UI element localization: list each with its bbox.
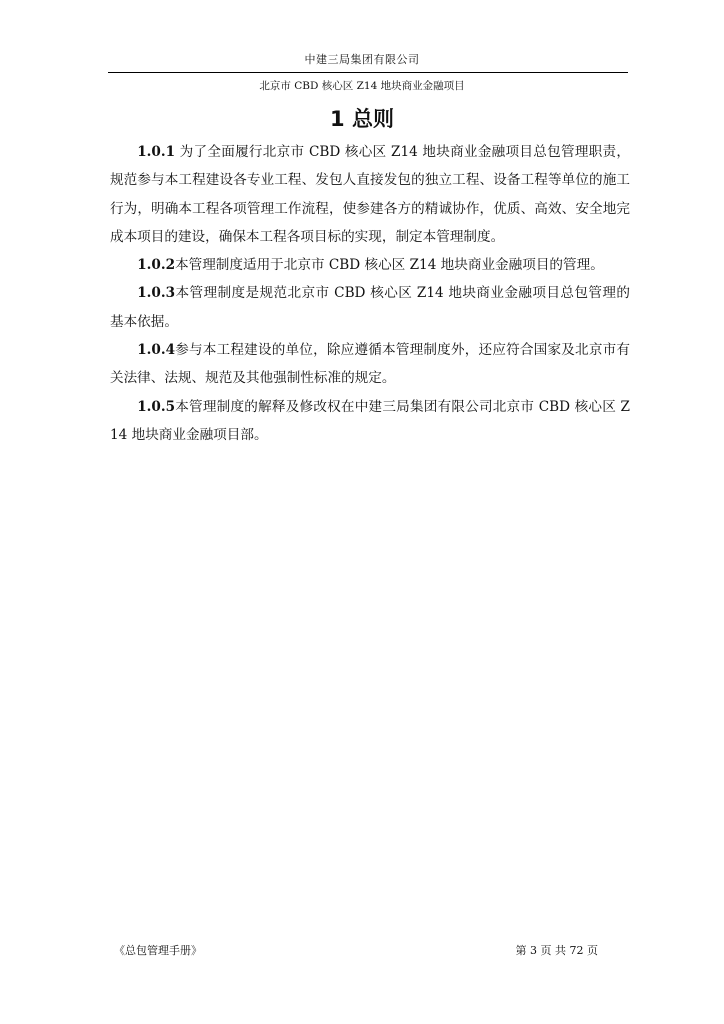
clause-text: 本管理制度是规范北京市 CBD 核心区 Z14 地块商业金融项目总包管理的基本依据。	[110, 285, 630, 330]
clause-number: 1.0.2	[137, 257, 176, 274]
clause-number: 1.0.1	[137, 144, 176, 160]
clause-number: 1.0.3	[137, 285, 176, 302]
header-project: 北京市 CBD 核心区 Z14 地块商业金融项目	[259, 80, 465, 92]
clause-1-0-1	[110, 138, 630, 251]
clause-text: 本管理制度适用于北京市 CBD 核心区 Z14 地块商业金融项目的管理。	[175, 257, 604, 274]
header-divider	[108, 72, 628, 73]
footer-manual-title: 《总包管理手册》	[114, 944, 202, 957]
clause-1-0-2	[110, 251, 630, 279]
clause-text: 为了全面履行北京市 CBD 核心区 Z14 地块商业金融项目总包管理职责，规范参与本工程建设各专业工程、发包人直接发包的独立工程、设备工程等单位的施工行为，明确本工程各项管理工作流程，使参建各方的精诚协作，优质、高效、安全地完成本项目的建设，确保本工程各项目标的实现，制定本管理制度。	[110, 144, 630, 245]
clause-text: 参与本工程建设的单位，除应遵循本管理制度外，还应符合国家及北京市有关法律、法规、规范及其他强制性标准的规定。	[110, 342, 630, 387]
document-body	[110, 138, 630, 449]
clause-1-0-3	[110, 279, 630, 336]
header-company: 中建三局集团有限公司	[304, 53, 420, 66]
clause-1-0-5	[110, 393, 630, 450]
clause-number: 1.0.4	[137, 342, 176, 359]
clause-1-0-4	[110, 336, 630, 393]
footer-page-number: 第 3 页 共 72 页	[515, 944, 598, 957]
clause-number: 1.0.5	[137, 398, 176, 415]
clause-text: 本管理制度的解释及修改权在中建三局集团有限公司北京市 CBD 核心区 Z14 地块商业金融项目部。	[110, 398, 630, 443]
chapter-title: 1 总则	[330, 107, 394, 131]
